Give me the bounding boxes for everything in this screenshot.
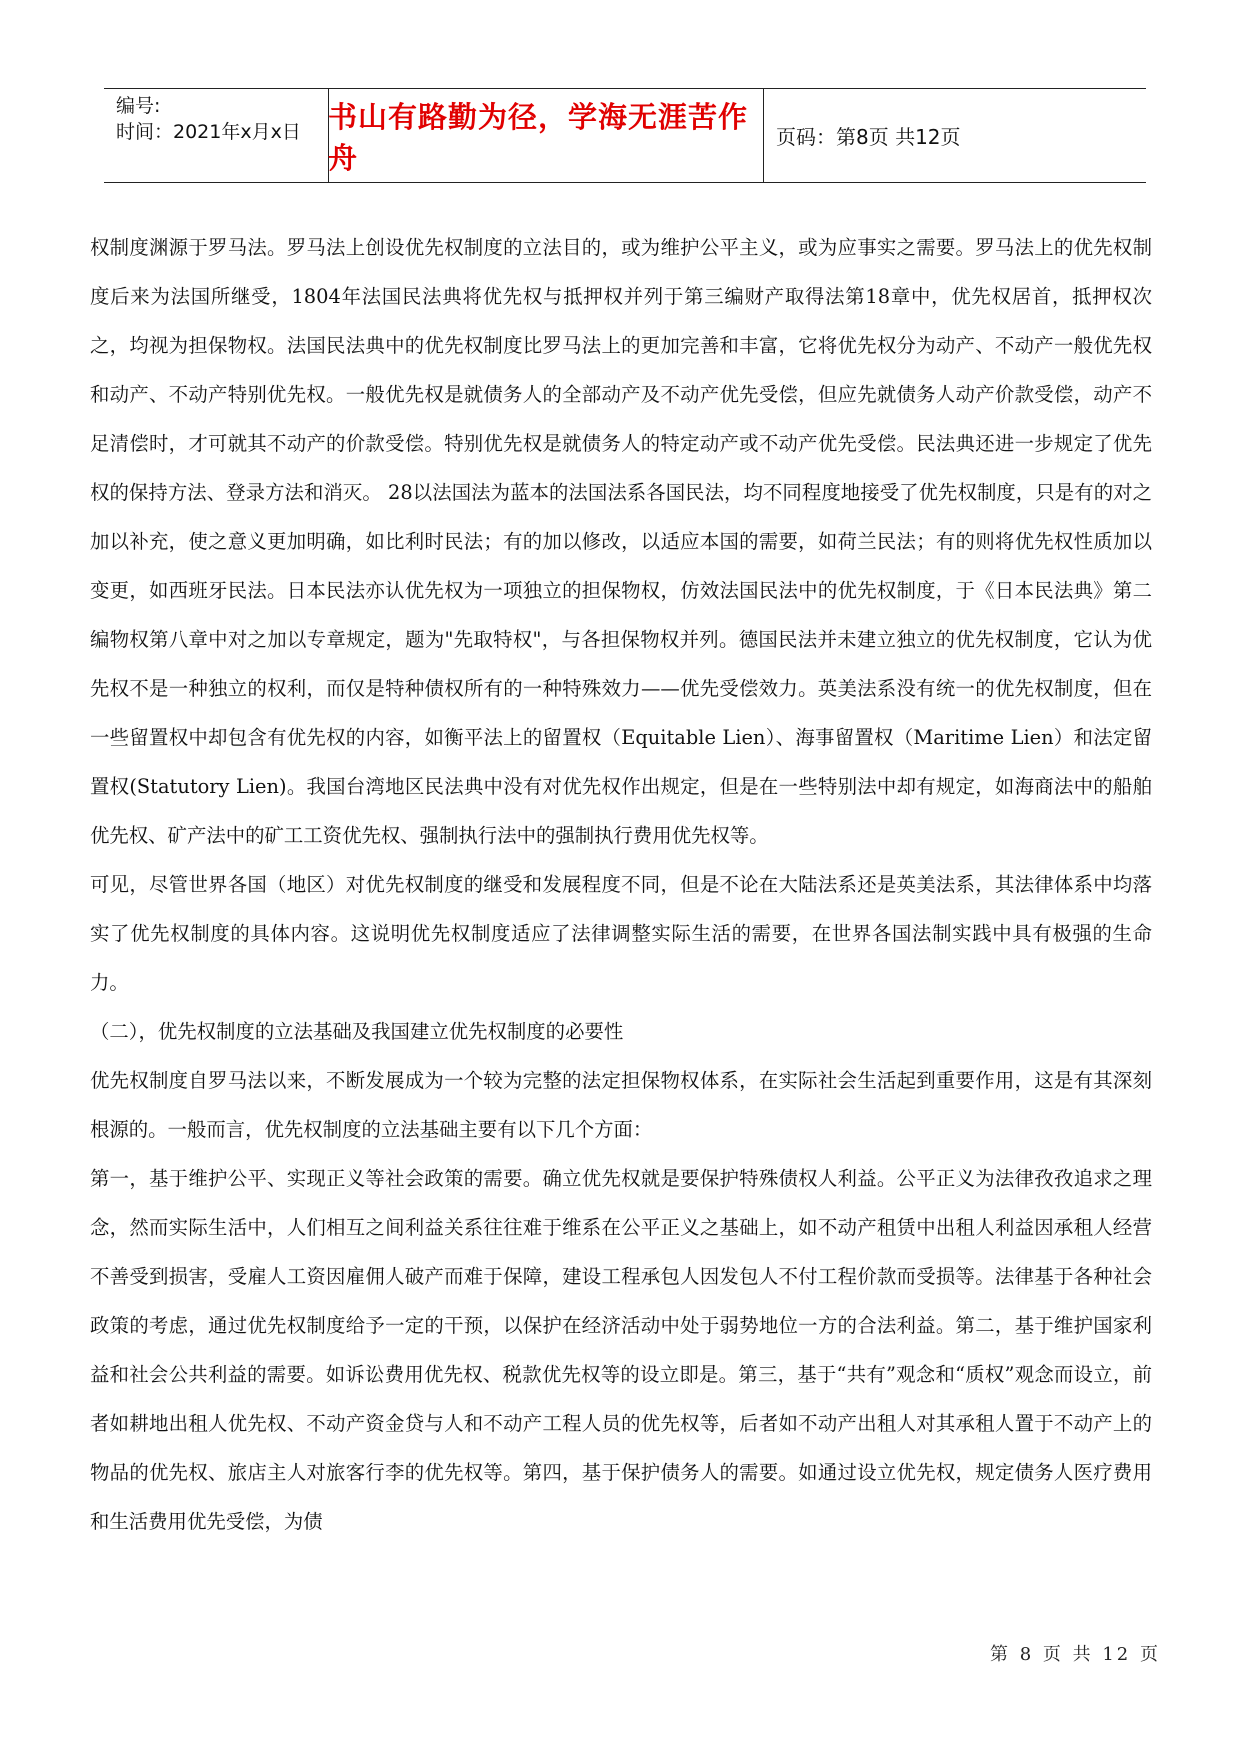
- header-divider-right: [763, 89, 764, 182]
- page-footer: 第 8 页 共 12 页: [990, 1644, 1161, 1665]
- header-motto: 书山有路勤为径，学海无涯苦作舟: [328, 99, 749, 175]
- body-paragraph-3: 优先权制度自罗马法以来，不断发展成为一个较为完整的法定担保物权体系，在实际社会生活起到重要作用，这是有其深刻根源的。一般而言，优先权制度的立法基础主要有以下几个方面：: [90, 1069, 1152, 1141]
- header-meta: [116, 93, 301, 145]
- page-header: [104, 88, 1146, 183]
- document-number-label: 编号:: [116, 95, 161, 117]
- body-paragraph-1: 权制度渊源于罗马法。罗马法上创设优先权制度的立法目的，或为维护公平主义，或为应事实之需要。罗马法上的优先权制度后来为法国所继受，1804年法国民法典将优先权与抵押权并列于第三编财产取得法第18章中，优先权居首，抵押权次之，均视为担保物权。法国民法典中的优先权制度比罗马法上的更加完善和丰富，它将优先权分为动产、不动产一般优先权和动产、不动产特别优先权。一般优先权是就债务人的全部动产及不动产优先受偿，但应先就债务人动产价款受偿，动产不足清偿时，才可就其不动产的价款受偿。特别优先权是就债务人的特定动产或不动产优先受偿。民法典还进一步规定了优先权的保持方法、登录方法和消灭。 28以法国法为蓝本的法国法系各国民法，均不同程度地接受了优先权制度，只是有的对之加以补充，使之意义更加明确，如比利时民法；有的加以修改，以适应本国的需要，如荷兰民法；有的则将优先权性质加以变更，如西班牙民法。日本民法亦认优先权为一项独立的担保物权，仿效法国民法中的优先权制度，于《日本民法典》第二编物权第八章中对之加以专章规定，题为"先取特权"，与各担保物权并列。德国民法并未建立独立的优先权制度，它认为优先权不是一种独立的权利，而仅是特种债权所有的一种特殊效力——优先受偿效力。英美法系没有统一的优先权制度，但在一些留置权中却包含有优先权的内容，如衡平法上的留置权（Equitable Lien）、海事留置权（Maritime Lien）和法定留置权(Statutory Lien)。我国台湾地区民法典中没有对优先权作出规定，但是在一些特别法中却有规定，如海商法中的船舶优先权、矿产法中的矿工工资优先权、强制执行法中的强制执行费用优先权等。: [90, 236, 1152, 847]
- document-time-label: 时间：2021年x月x日: [116, 121, 301, 143]
- body-paragraph-4: 第一，基于维护公平、实现正义等社会政策的需要。确立优先权就是要保护特殊债权人利益。公平正义为法律孜孜追求之理念，然而实际生活中，人们相互之间利益关系往往难于维系在公平正义之基础上，如不动产租赁中出租人利益因承租人经营不善受到损害，受雇人工资因雇佣人破产而难于保障，建设工程承包人因发包人不付工程价款而受损等。法律基于各种社会政策的考虑，通过优先权制度给予一定的干预，以保护在经济活动中处于弱势地位一方的合法利益。第二，基于维护国家利益和社会公共利益的需要。如诉讼费用优先权、税款优先权等的设立即是。第三，基于“共有”观念和“质权”观念而设立，前者如耕地出租人优先权、不动产资金贷与人和不动产工程人员的优先权等，后者如不动产出租人对其承租人置于不动产上的物品的优先权、旅店主人对旅客行李的优先权等。第四，基于保护债务人的需要。如通过设立优先权，规定债务人医疗费用和生活费用优先受偿，为债: [90, 1167, 1152, 1533]
- header-page-label: 页码：第8页 共12页: [776, 125, 961, 149]
- document-body: [90, 223, 1152, 1546]
- body-paragraph-2: 可见，尽管世界各国（地区）对优先权制度的继受和发展程度不同，但是不论在大陆法系还是英美法系，其法律体系中均落实了优先权制度的具体内容。这说明优先权制度适应了法律调整实际生活的需要，在世界各国法制实践中具有极强的生命力。: [90, 873, 1152, 994]
- section-heading: （二），优先权制度的立法基础及我国建立优先权制度的必要性: [90, 1020, 624, 1043]
